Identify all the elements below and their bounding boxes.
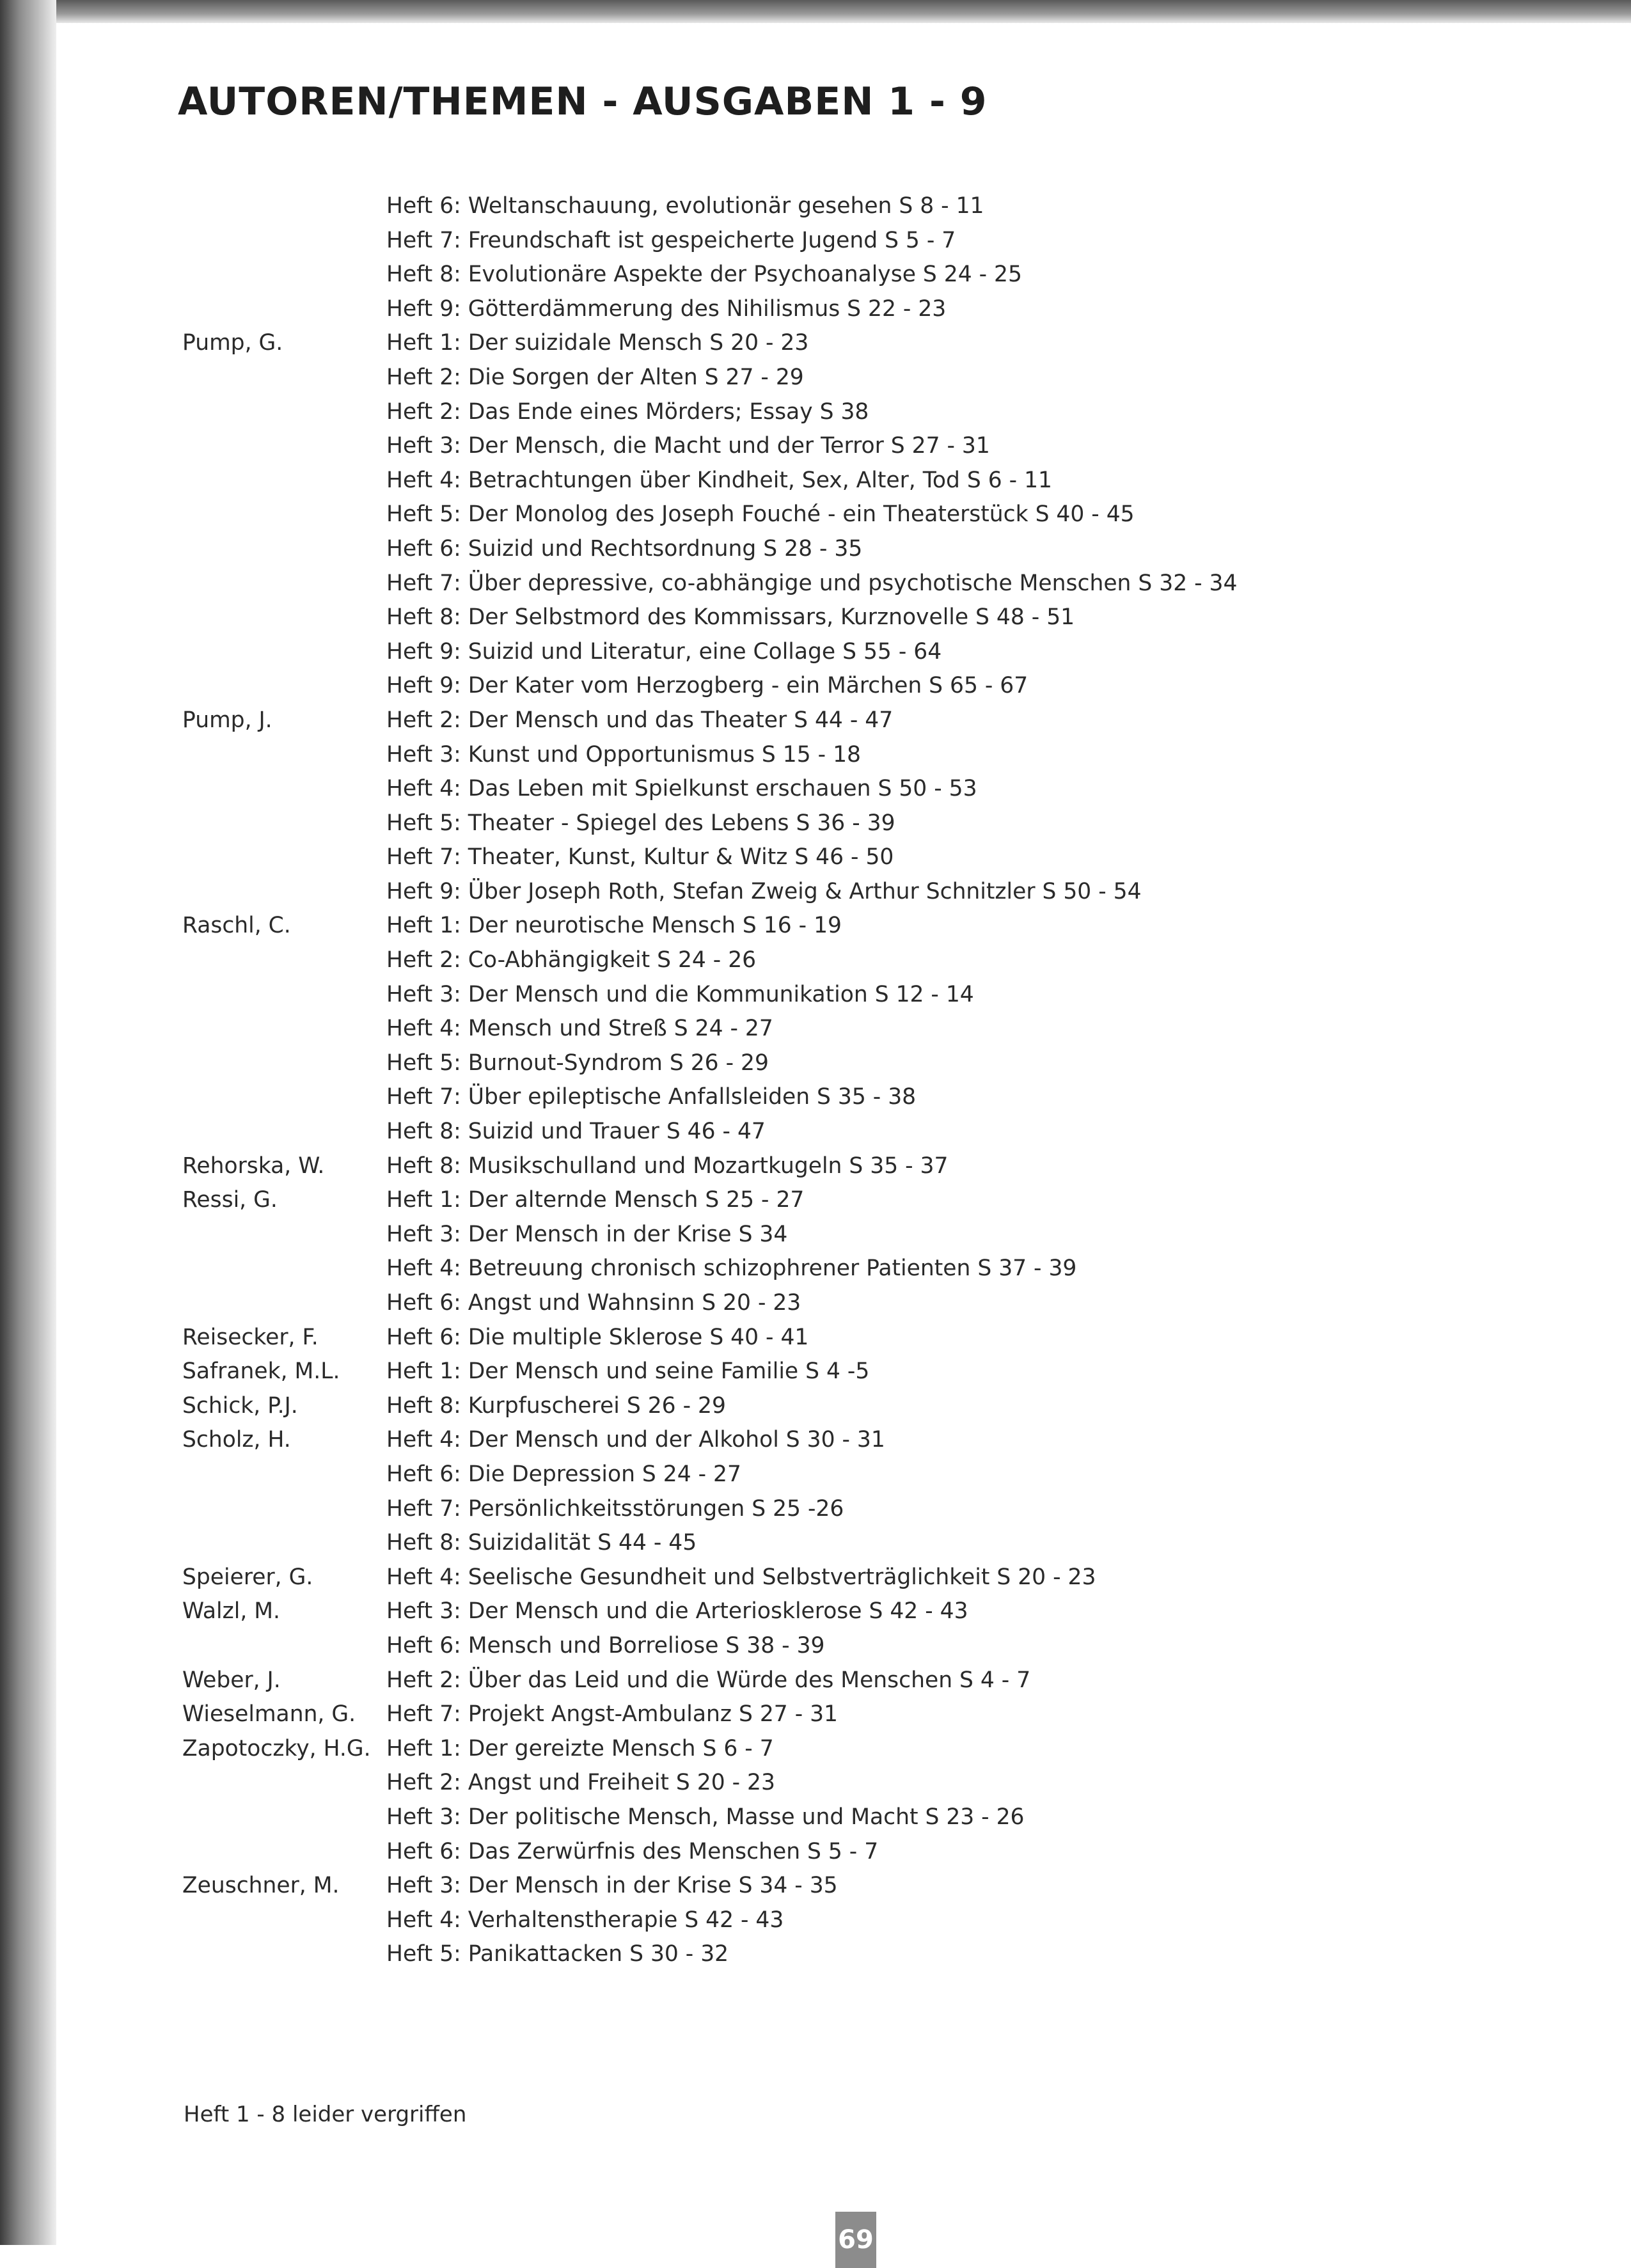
list-item xyxy=(56,1903,1527,1938)
list-item xyxy=(56,704,1527,738)
list-item xyxy=(56,1869,1527,1903)
article-entry: Heft 7: Projekt Angst-Ambulanz S 27 - 31 xyxy=(386,1701,839,1728)
list-item xyxy=(56,1252,1527,1286)
list-item xyxy=(56,1080,1527,1115)
list-item xyxy=(56,189,1527,224)
article-entry: Heft 3: Der Mensch, die Macht und der Terror S 27 - 31 xyxy=(386,433,990,459)
article-entry: Heft 9: Götterdämmerung des Nihilismus S 22 - 23 xyxy=(386,295,947,322)
list-item xyxy=(56,1800,1527,1835)
list-item xyxy=(56,224,1527,258)
article-entry: Heft 8: Der Selbstmord des Kommissars, Kurznovelle S 48 - 51 xyxy=(386,604,1075,631)
article-entry: Heft 2: Der Mensch und das Theater S 44 - 47 xyxy=(386,707,894,733)
article-entry: Heft 6: Die Depression S 24 - 27 xyxy=(386,1461,741,1487)
list-item xyxy=(56,1732,1527,1767)
list-item xyxy=(56,1629,1527,1664)
article-entry: Heft 7: Über depressive, co-abhängige und psychotische Menschen S 32 - 34 xyxy=(386,570,1238,596)
article-entry: Heft 4: Der Mensch und der Alkohol S 30 - 31 xyxy=(386,1427,885,1453)
author-name: Wieselmann, G. xyxy=(182,1701,356,1728)
author-name: Rehorska, W. xyxy=(182,1153,325,1179)
article-entry: Heft 6: Mensch und Borreliose S 38 - 39 xyxy=(386,1632,825,1658)
article-entry: Heft 8: Suizidalität S 44 - 45 xyxy=(386,1530,697,1556)
document-page xyxy=(56,23,1631,2255)
list-item xyxy=(56,498,1527,532)
list-item xyxy=(56,1492,1527,1527)
article-entry: Heft 4: Verhaltenstherapie S 42 - 43 xyxy=(386,1907,784,1933)
list-item xyxy=(56,1149,1527,1184)
list-item xyxy=(56,1697,1527,1732)
article-entry: Heft 9: Suizid und Literatur, eine Collage S 55 - 64 xyxy=(386,638,942,665)
list-item xyxy=(56,635,1527,670)
list-item xyxy=(56,1835,1527,1870)
author-name: Raschl, C. xyxy=(182,913,291,939)
article-entry: Heft 1: Der gereizte Mensch S 6 - 7 xyxy=(386,1735,774,1761)
author-name: Zeuschner, M. xyxy=(182,1873,340,1899)
list-item xyxy=(56,601,1527,635)
list-item xyxy=(56,326,1527,361)
article-entry: Heft 5: Panikattacken S 30 - 32 xyxy=(386,1941,729,1967)
article-entry: Heft 8: Suizid und Trauer S 46 - 47 xyxy=(386,1119,766,1145)
list-item xyxy=(56,1115,1527,1149)
article-entry: Heft 4: Betrachtungen über Kindheit, Sex, Alter, Tod S 6 - 11 xyxy=(386,467,1052,493)
article-entry: Heft 2: Angst und Freiheit S 20 - 23 xyxy=(386,1770,775,1796)
list-item xyxy=(56,1595,1527,1629)
article-entry: Heft 1: Der alternde Mensch S 25 - 27 xyxy=(386,1187,805,1213)
list-item xyxy=(56,532,1527,567)
article-entry: Heft 8: Musikschulland und Mozartkugeln S 35 - 37 xyxy=(386,1153,949,1179)
article-entry: Heft 8: Evolutionäre Aspekte der Psychoanalyse S 24 - 25 xyxy=(386,262,1022,288)
article-entry: Heft 4: Seelische Gesundheit und Selbstverträglichkeit S 20 - 23 xyxy=(386,1564,1096,1590)
article-entry: Heft 1: Der neurotische Mensch S 16 - 19 xyxy=(386,913,842,939)
list-item xyxy=(56,1937,1527,1972)
list-item xyxy=(56,1183,1527,1218)
page-number: 69 xyxy=(835,2212,876,2268)
article-entry: Heft 9: Über Joseph Roth, Stefan Zweig & Arthur Schnitzler S 50 - 54 xyxy=(386,878,1142,904)
article-entry: Heft 2: Die Sorgen der Alten S 27 - 29 xyxy=(386,364,804,390)
article-entry: Heft 2: Über das Leid und die Würde des Menschen S 4 - 7 xyxy=(386,1667,1031,1693)
list-item xyxy=(56,567,1527,601)
article-entry: Heft 3: Der Mensch in der Krise S 34 xyxy=(386,1221,788,1247)
article-entry: Heft 8: Kurpfuscherei S 26 - 29 xyxy=(386,1392,726,1419)
list-item xyxy=(56,1012,1527,1046)
list-item xyxy=(56,292,1527,327)
article-entry: Heft 3: Kunst und Opportunismus S 15 - 18 xyxy=(386,741,861,768)
article-entry: Heft 6: Suizid und Rechtsordnung S 28 - 35 xyxy=(386,535,863,562)
article-entry: Heft 2: Das Ende eines Mörders; Essay S 38 xyxy=(386,398,869,425)
article-entry: Heft 3: Der Mensch und die Kommunikation S 12 - 14 xyxy=(386,981,974,1007)
list-item xyxy=(56,669,1527,704)
article-entry: Heft 4: Mensch und Streß S 24 - 27 xyxy=(386,1016,773,1042)
list-item xyxy=(56,978,1527,1012)
article-entry: Heft 1: Der suizidale Mensch S 20 - 23 xyxy=(386,330,809,356)
scan-edge-left xyxy=(0,0,56,2245)
scan-edge-top xyxy=(0,0,1631,23)
author-name: Safranek, M.L. xyxy=(182,1358,340,1385)
list-item xyxy=(56,258,1527,292)
list-item xyxy=(56,1423,1527,1458)
list-item xyxy=(56,1458,1527,1492)
article-entry: Heft 6: Das Zerwürfnis des Menschen S 5 - 7 xyxy=(386,1838,879,1864)
author-name: Pump, G. xyxy=(182,330,283,356)
list-item xyxy=(56,1664,1527,1698)
list-item xyxy=(56,943,1527,978)
author-name: Zapotoczky, H.G. xyxy=(182,1735,371,1761)
article-entry: Heft 5: Burnout-Syndrom S 26 - 29 xyxy=(386,1050,769,1076)
list-item xyxy=(56,1766,1527,1800)
article-entry: Heft 9: Der Kater vom Herzogberg - ein Märchen S 65 - 67 xyxy=(386,673,1028,699)
author-topic-list xyxy=(56,189,1527,1972)
list-item xyxy=(56,1389,1527,1424)
article-entry: Heft 4: Betreuung chronisch schizophrener Patienten S 37 - 39 xyxy=(386,1256,1077,1282)
author-name: Ressi, G. xyxy=(182,1187,278,1213)
author-name: Scholz, H. xyxy=(182,1427,291,1453)
article-entry: Heft 6: Angst und Wahnsinn S 20 - 23 xyxy=(386,1290,801,1316)
list-item xyxy=(56,772,1527,807)
list-item xyxy=(56,429,1527,464)
list-item xyxy=(56,875,1527,910)
list-item xyxy=(56,840,1527,875)
list-item xyxy=(56,1355,1527,1389)
article-entry: Heft 5: Theater - Spiegel des Lebens S 36 - 39 xyxy=(386,810,895,836)
list-item xyxy=(56,738,1527,773)
article-entry: Heft 1: Der Mensch und seine Familie S 4 -5 xyxy=(386,1358,870,1385)
author-name: Speierer, G. xyxy=(182,1564,313,1590)
article-entry: Heft 3: Der Mensch in der Krise S 34 - 35 xyxy=(386,1873,838,1899)
list-item xyxy=(56,1046,1527,1081)
list-item xyxy=(56,1321,1527,1355)
list-item xyxy=(56,395,1527,430)
list-item xyxy=(56,1526,1527,1561)
author-name: Pump, J. xyxy=(182,707,272,733)
article-entry: Heft 4: Das Leben mit Spielkunst erschauen S 50 - 53 xyxy=(386,776,977,802)
list-item xyxy=(56,1286,1527,1321)
list-item xyxy=(56,464,1527,498)
footnote: Heft 1 - 8 leider vergriffen xyxy=(184,2102,467,2127)
page-title: AUTOREN/THEMEN - AUSGABEN 1 - 9 xyxy=(178,79,988,124)
article-entry: Heft 7: Freundschaft ist gespeicherte Jugend S 5 - 7 xyxy=(386,227,956,253)
article-entry: Heft 3: Der politische Mensch, Masse und Macht S 23 - 26 xyxy=(386,1804,1025,1830)
article-entry: Heft 6: Weltanschauung, evolutionär gesehen S 8 - 11 xyxy=(386,193,984,219)
article-entry: Heft 2: Co-Abhängigkeit S 24 - 26 xyxy=(386,947,757,973)
article-entry: Heft 7: Theater, Kunst, Kultur & Witz S 46 - 50 xyxy=(386,844,894,870)
list-item xyxy=(56,1218,1527,1252)
author-name: Schick, P.J. xyxy=(182,1392,298,1419)
author-name: Reisecker, F. xyxy=(182,1324,319,1350)
author-name: Weber, J. xyxy=(182,1667,281,1693)
article-entry: Heft 6: Die multiple Sklerose S 40 - 41 xyxy=(386,1324,809,1350)
list-item xyxy=(56,1561,1527,1595)
list-item xyxy=(56,807,1527,841)
article-entry: Heft 5: Der Monolog des Joseph Fouché - ein Theaterstück S 40 - 45 xyxy=(386,501,1135,528)
article-entry: Heft 7: Über epileptische Anfallsleiden S 35 - 38 xyxy=(386,1084,917,1110)
list-item xyxy=(56,361,1527,395)
article-entry: Heft 7: Persönlichkeitsstörungen S 25 -26 xyxy=(386,1495,844,1522)
article-entry: Heft 3: Der Mensch und die Arteriosklerose S 42 - 43 xyxy=(386,1598,968,1625)
author-name: Walzl, M. xyxy=(182,1598,280,1625)
list-item xyxy=(56,909,1527,943)
